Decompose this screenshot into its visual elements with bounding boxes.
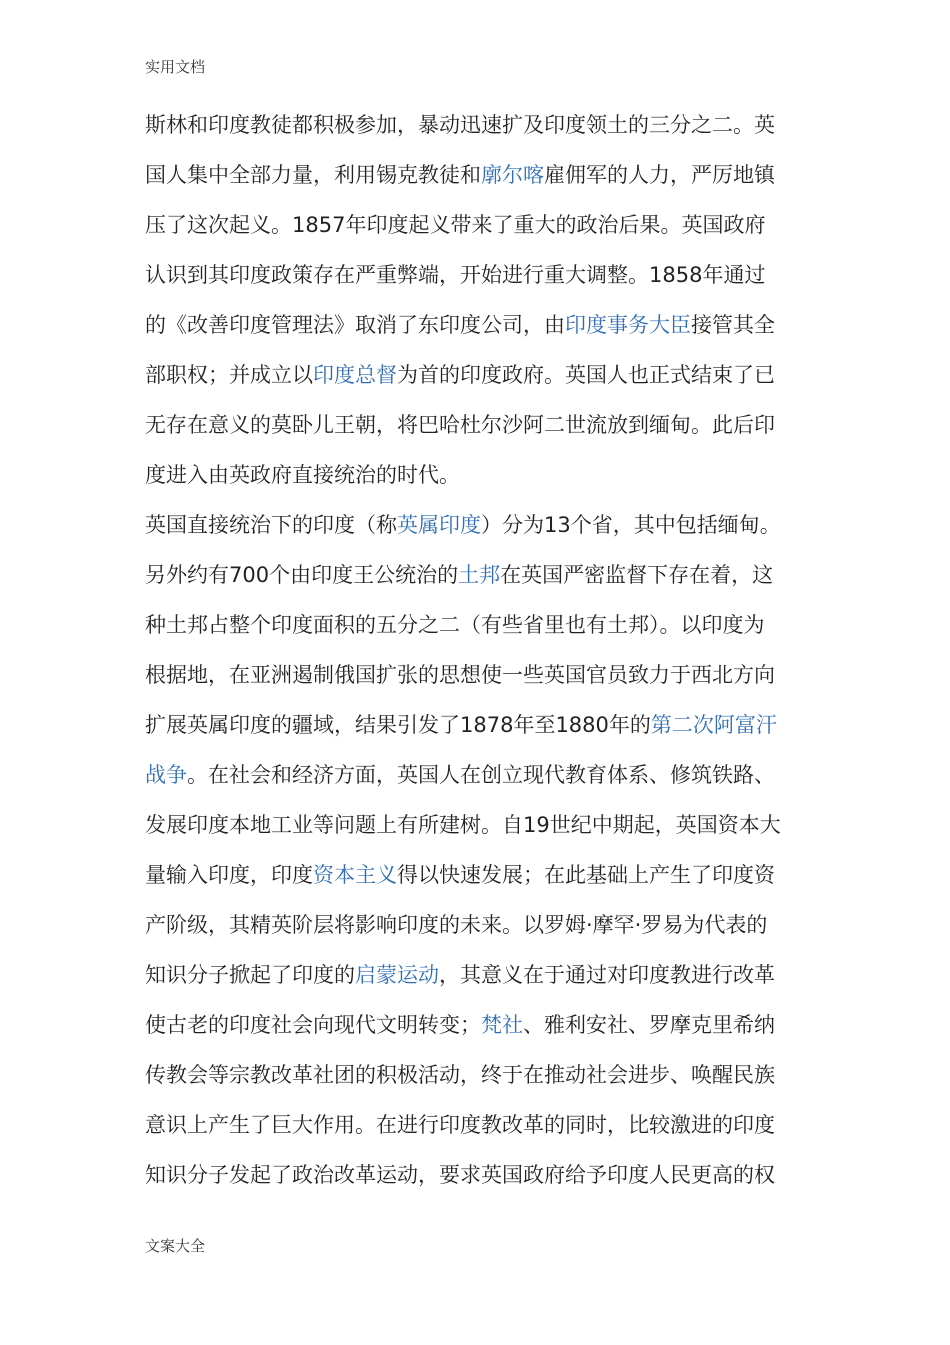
text-run: 英国直接统治下的印度（称 [145, 513, 397, 537]
text-run: 知识分子掀起了印度的 [145, 963, 355, 987]
text-line [145, 700, 825, 750]
text-line [145, 250, 825, 300]
text-line [145, 650, 825, 700]
text-run: 得以快速发展；在此基础上产生了印度资 [397, 863, 775, 887]
text-line [145, 850, 825, 900]
hyperlink[interactable]: 资本主义 [313, 863, 397, 887]
text-line [145, 1150, 825, 1200]
text-run: 无存在意义的莫卧儿王朝，将巴哈杜尔沙阿二世流放到缅甸。此后印 [145, 413, 775, 437]
text-line [145, 350, 825, 400]
hyperlink[interactable]: 英属印度 [397, 513, 481, 537]
body-text [145, 100, 825, 1200]
hyperlink[interactable]: 第二次阿富汗 [650, 713, 777, 737]
hyperlink[interactable]: 土邦 [458, 563, 501, 587]
text-run: 发展印度本地工业等问题上有所建树。自19世纪中期起，英国资本大 [145, 813, 781, 837]
text-line [145, 200, 825, 250]
text-run: 的《改善印度管理法》取消了东印度公司，由 [145, 313, 565, 337]
hyperlink[interactable]: 印度总督 [313, 363, 397, 387]
text-line [145, 900, 825, 950]
text-run: 认识到其印度政策存在严重弊端，开始进行重大调整。1858年通过 [145, 263, 766, 287]
text-run: 根据地，在亚洲遏制俄国扩张的思想使一些英国官员致力于西北方向 [145, 663, 775, 687]
hyperlink[interactable]: 印度事务大臣 [565, 313, 691, 337]
text-line [145, 100, 825, 150]
text-run: 斯林和印度教徒都积极参加，暴动迅速扩及印度领土的三分之二。英 [145, 113, 775, 137]
text-line [145, 800, 825, 850]
text-run: 。在社会和经济方面，英国人在创立现代教育体系、修筑铁路、 [187, 763, 775, 787]
text-run: 为首的印度政府。英国人也正式结束了已 [397, 363, 775, 387]
text-run: 知识分子发起了政治改革运动，要求英国政府给予印度人民更高的权 [145, 1163, 775, 1187]
hyperlink[interactable]: 战争 [145, 763, 187, 787]
text-run: 雇佣军的人力，严厉地镇 [544, 163, 775, 187]
page-footer: 文案大全 [145, 1237, 206, 1255]
text-line [145, 500, 825, 550]
text-line [145, 750, 825, 800]
text-line [145, 600, 825, 650]
text-line [145, 300, 825, 350]
text-run: 量输入印度，印度 [145, 863, 313, 887]
hyperlink[interactable]: 梵社 [481, 1013, 523, 1037]
text-run: 扩展英属印度的疆域，结果引发了1878年至1880年的 [145, 713, 651, 737]
text-run: 接管其全 [691, 313, 775, 337]
text-line [145, 550, 825, 600]
text-line [145, 1000, 825, 1050]
text-line [145, 450, 825, 500]
text-run: 、雅利安社、罗摩克里希纳 [523, 1013, 775, 1037]
text-line [145, 400, 825, 450]
text-run: 国人集中全部力量，利用锡克教徒和 [145, 163, 481, 187]
text-run: 压了这次起义。1857年印度起义带来了重大的政治后果。英国政府 [145, 213, 766, 237]
page-header: 实用文档 [145, 58, 206, 76]
text-run: 度进入由英政府直接统治的时代。 [145, 463, 460, 487]
text-line [145, 150, 825, 200]
text-run: 产阶级，其精英阶层将影响印度的未来。以罗姆·摩罕·罗易为代表的 [145, 913, 768, 937]
text-run: 在英国严密监督下存在着，这 [500, 563, 774, 587]
text-run: 种土邦占整个印度面积的五分之二（有些省里也有土邦）。以印度为 [145, 613, 765, 637]
text-run: 部职权；并成立以 [145, 363, 313, 387]
text-line [145, 1100, 825, 1150]
text-run: 意识上产生了巨大作用。在进行印度教改革的同时，比较激进的印度 [145, 1113, 775, 1137]
text-run: 传教会等宗教改革社团的积极活动，终于在推动社会进步、唤醒民族 [145, 1063, 775, 1087]
text-run: 使古老的印度社会向现代文明转变； [145, 1013, 481, 1037]
hyperlink[interactable]: 启蒙运动 [355, 963, 439, 987]
text-run: ）分为13个省，其中包括缅甸。 [481, 513, 781, 537]
text-line [145, 950, 825, 1000]
hyperlink[interactable]: 廓尔喀 [481, 163, 544, 187]
text-run: ，其意义在于通过对印度教进行改革 [439, 963, 775, 987]
text-run: 另外约有700个由印度王公统治的 [145, 563, 459, 587]
text-line [145, 1050, 825, 1100]
